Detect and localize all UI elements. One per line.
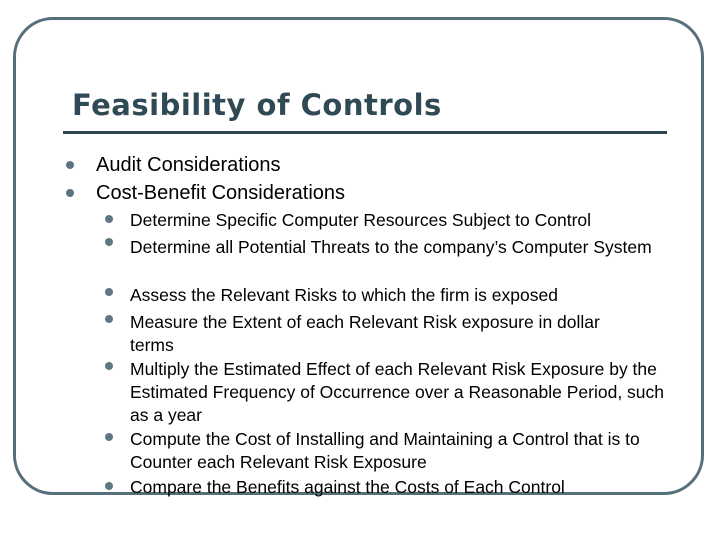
sub-bullet-determine-threats: Determine all Potential Threats to the company’s Computer System xyxy=(130,237,652,257)
bullet-audit-considerations: Audit Considerations xyxy=(96,154,281,176)
sub-bullet-measure-extent: Measure the Extent of each Relevant Risk exposure in dollar terms xyxy=(130,312,600,355)
bullet-dot-icon xyxy=(66,161,74,169)
sub-bullet-compute-cost: Compute the Cost of Installing and Maintaining a Control that is to Counter each Relevant Risk Exposure xyxy=(130,429,640,472)
bullet-dot-icon xyxy=(66,189,74,197)
sub-bullet-assess-risks: Assess the Relevant Risks to which the firm is exposed xyxy=(130,285,558,305)
sub-bullet-dot-icon xyxy=(105,215,113,223)
sub-bullet-dot-icon xyxy=(105,482,113,490)
sub-bullet-multiply-effect: Multiply the Estimated Effect of each Relevant Risk Exposure by the Estimated Frequency of Occurrence over a Reasonable Period, such as a year xyxy=(130,359,665,425)
sub-bullet-compare-benefits: Compare the Benefits against the Costs of Each Control xyxy=(130,477,565,497)
sub-bullet-dot-icon xyxy=(105,288,113,296)
sub-bullet-determine-resources: Determine Specific Computer Resources Subject to Control xyxy=(130,210,592,230)
slide-title: Feasibility of Controls xyxy=(72,88,442,122)
sub-bullet-dot-icon xyxy=(105,238,113,246)
sub-bullet-dot-icon xyxy=(105,433,113,441)
title-underline xyxy=(63,131,667,134)
sub-bullet-dot-icon xyxy=(105,315,113,323)
bullet-cost-benefit-considerations: Cost-Benefit Considerations xyxy=(96,182,346,204)
sub-bullet-dot-icon xyxy=(105,362,113,370)
